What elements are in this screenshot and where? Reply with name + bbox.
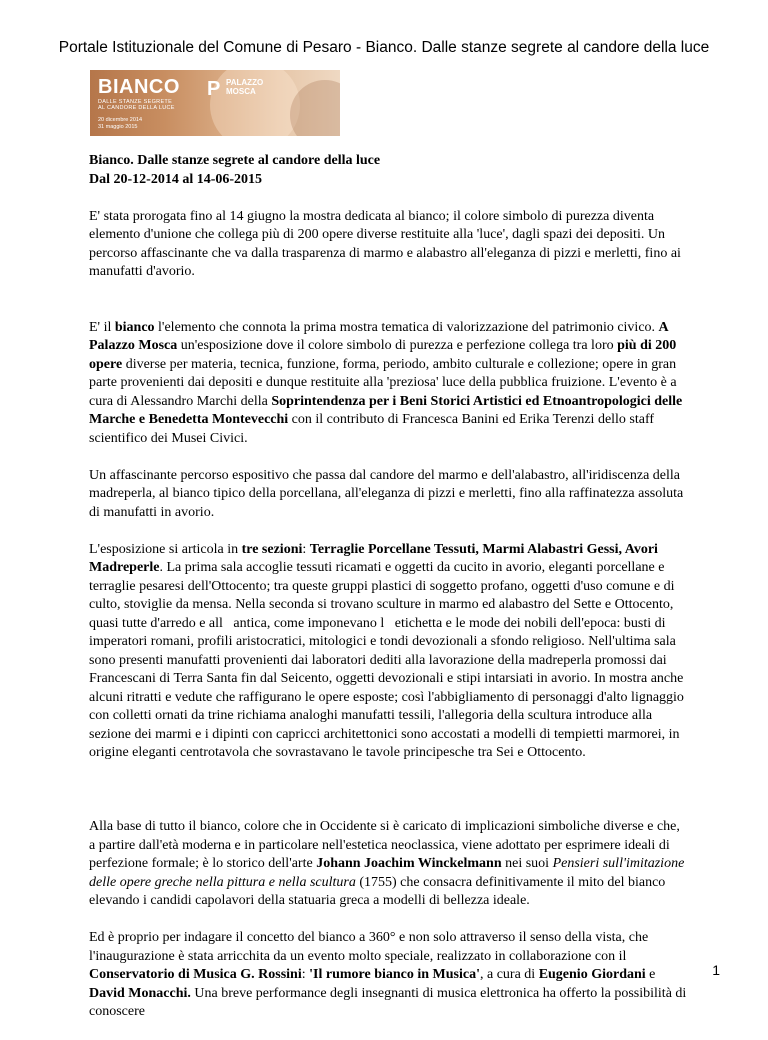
paragraph: Alla base di tutto il bianco, colore che in Occidente si è caricato di implicazioni simboliche diverse e che, a partire dall'età moderna e in particolare nell'estetica neoclassica, viene adottato per esprimere ideali di perfezione formale; è lo storico dell'arte Johann Joachim Winckelmann nei suoi Pensieri sull'imitazione delle opere greche nella pittura e nella scultura (1755) che consacra definitivamente il mito del bianco elevando i candidi capolavori della statuaria greca a modelli di bellezza ideale. [89,819,685,908]
paragraph: L'esposizione si articola in tre sezioni: Terraglie Porcellane Tessuti, Marmi Alabastri Gessi, Avori Madreperle. La prima sala accoglie tessuti ricamati e oggetti da cucito in avorio, eleganti porcellane e terraglie pesaresi dell'Ottocento; tra queste gruppi plastici di soggetto profano, oggetti d'uso comune e di culto, stoviglie da mensa. Nella seconda si trovano sculture in marmo ed alabastro del Sette e Ottocento, quasi tutte d'arredo e all antica, come imponevano l etichetta e le mode dei nobili dell'epoca: busti di imperatori romani, profili aristocratici, mitologici e tondi devozionali a sfondo religioso. Nell'ultima sala sono presenti manufatti provenienti dai laboratori dediti alla lavorazione della madreperla promossi dai Francescani di Terra Santa fin dal Seicento, oggetti devozionali e stipi intarsiati in avorio. In mostra anche alcuni ritratti e vedute che raffigurano le opere esposte; così l'abbigliamento di personaggi d'alto lignaggio con colletti ornati da trine richiama analoghi manufatti tessili, l'allegoria della scultura introduce alla sezione dei marmi e i dipinti con capricci architettonici sono accostati a modelli di tempietti marmorei, in origine eleganti centrotavola che sovrastavano le tavole principesche tra Sei e Ottocento. [89,541,688,760]
article-body [89,152,689,1040]
paragraph: Ed è proprio per indagare il concetto del bianco a 360° e non solo attraverso il senso della vista, che l'inaugurazione è stata arricchita da un evento molto speciale, realizzato in collaborazione con il Conservatorio di Musica G. Rossini: 'Il rumore bianco in Musica', a cura di Eugenio Giordani e David Monacchi. Una breve performance degli insegnanti di musica elettronica ha offerto la possibilità di conoscere [89,930,687,1019]
banner-logo-text [226,78,263,96]
page-number: 1 [712,962,720,978]
banner-logo-line: MOSCA [226,87,256,96]
exhibition-banner [90,70,340,136]
banner-logo-line: PALAZZO [226,78,264,87]
banner-title: BIANCO [98,76,180,98]
banner-subtitle: DALLE STANZE SEGRETE [98,99,173,105]
paragraph: E' il bianco l'elemento che connota la prima mostra tematica di valorizzazione del patrimonio civico. A Palazzo Mosca un'esposizione dove il colore simbolo di purezza e perfezione collega tra loro più di 200 opere diverse per materia, tecnica, funzione, forma, periodo, ambito culturale e collezione; opere in gran parte provenienti dai depositi e dunque restituite alla 'preziosa' luce della pubblica fruizione. L'evento è a cura di Alessandro Marchi della Soprintendenza per i Beni Storici Artistici ed Etnoantropologici delle Marche e Benedetta Montevecchi con il contributo di Francesca Banini ed Erika Terenzi dello staff scientifico dei Musei Civici. [89,319,683,446]
article-dates: Dal 20-12-2014 al 14-06-2015 [89,171,263,187]
paragraph: Un affascinante percorso espositivo che passa dal candore del marmo e dell'alabastro, all'iridiscenza della madreperla, al bianco tipico della porcellana, all'eleganza di pizzi e merletti, fino alla raffinatezza assoluta di manufatti in avorio. [89,467,684,520]
banner-date: 31 maggio 2015 [98,124,138,130]
banner-date: 20 dicembre 2014 [98,117,143,123]
palazzo-mosca-logo-icon: P [207,78,221,100]
article-title: Bianco. Dalle stanze segrete al candore della luce [89,153,381,168]
banner-subtitle: AL CANDORE DELLA LUCE [98,105,175,111]
page-header: Portale Istituzionale del Comune di Pesaro - Bianco. Dalle stanze segrete al candore della luce [58,39,710,56]
paragraph: E' stata prorogata fino al 14 giugno la mostra dedicata al bianco; il colore simbolo di purezza diventa elemento d'unione che collega più di 200 opere diverse restituite alla 'luce', dagli spazi dei depositi. Un percorso affascinante che va dalla trasparenza di marmo e alabastro all'eleganza di pizzi e merletti, fino ai manufatti d'avorio. [89,208,681,279]
banner-decoration [290,80,340,136]
